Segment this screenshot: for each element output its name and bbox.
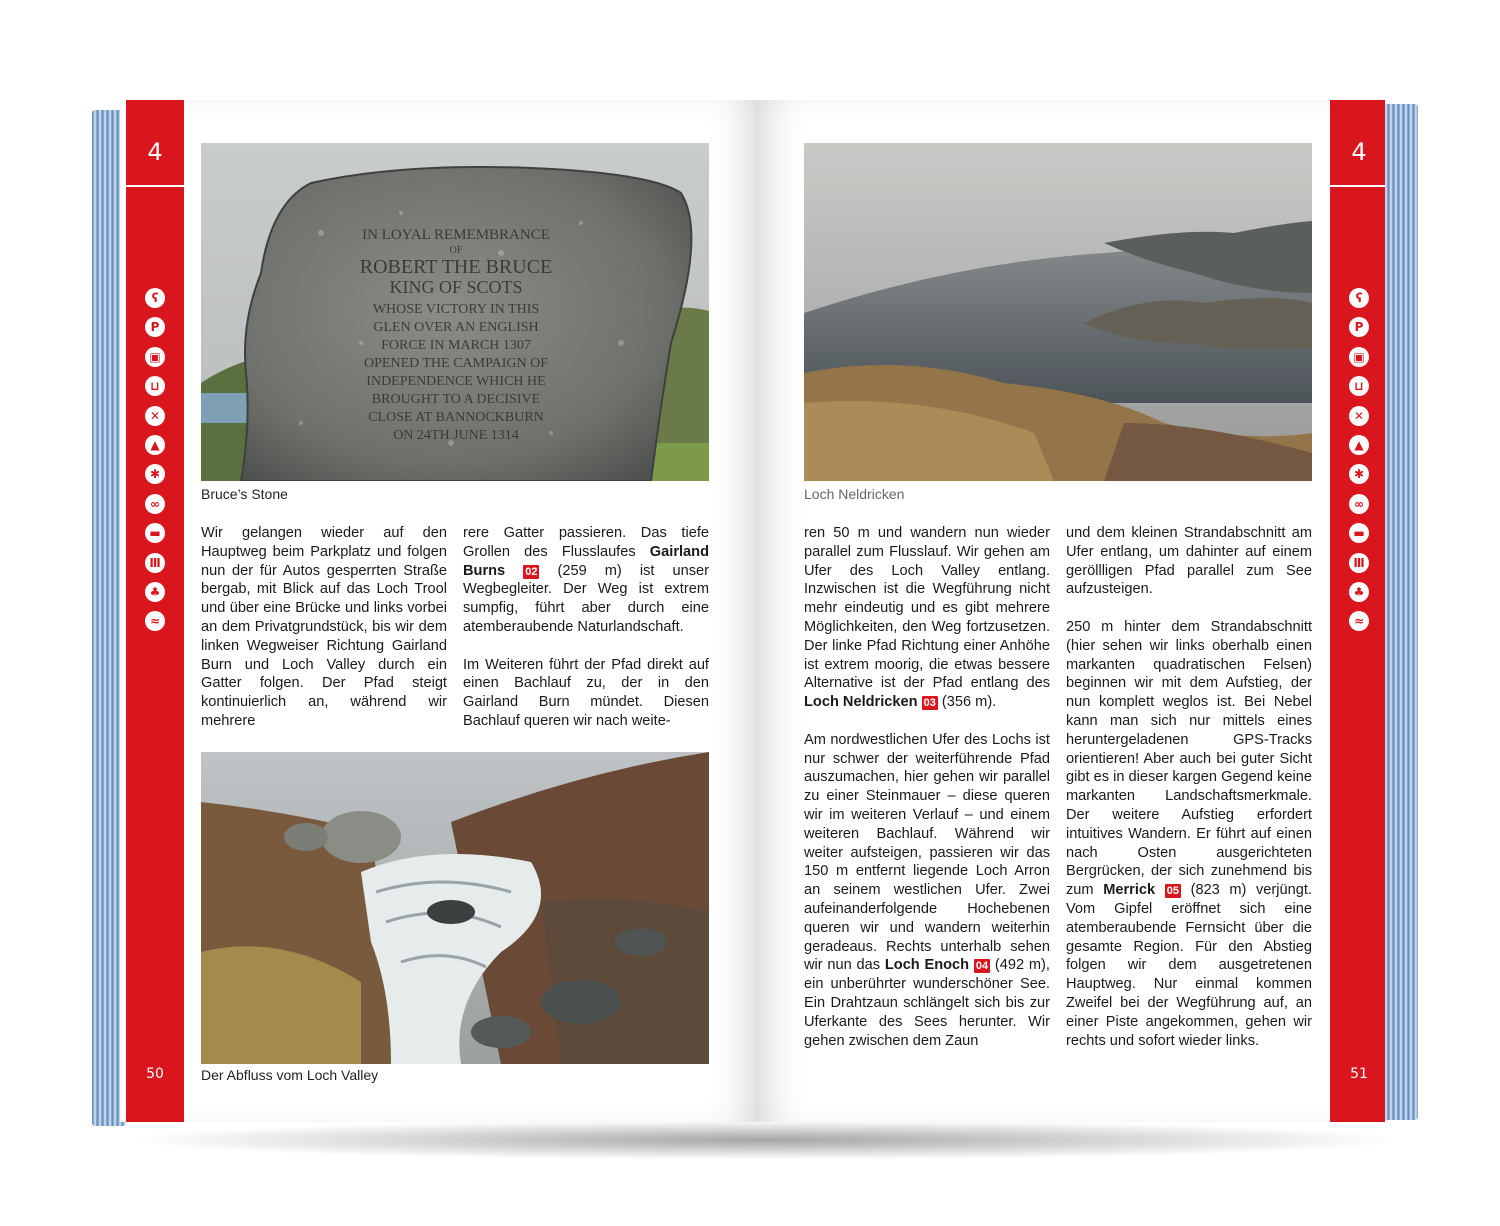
paragraph xyxy=(463,524,709,637)
snowflake-icon: ✱ xyxy=(1349,464,1369,484)
right-page xyxy=(755,100,1385,1122)
basket-icon: ⊔ xyxy=(145,376,165,396)
inscription-line: OPENED THE CAMPAIGN OF xyxy=(364,356,548,371)
paragraph xyxy=(804,524,1050,712)
chapter-rule xyxy=(126,185,184,187)
feature-icons xyxy=(143,288,167,641)
restaurant-icon: ✕ xyxy=(1349,406,1369,426)
bus-icon: ▣ xyxy=(145,347,165,367)
loch-valley-outflow-photo xyxy=(201,752,709,1064)
text-run: rere Gatter passieren. Das tiefe Grollen des Flusslaufes xyxy=(463,525,709,560)
text-run: Am nordwestlichen Ufer des Lochs ist nur schwer der weiterführende Pfad auszumachen, hier gehen wir parallel zu einer Steinmauer – diese queren wir im weiteren Verlauf – und einem weiteren Bachlauf. Während wir weiter aufsteigen, passieren wir das 150 m entfernt liegende Loch Arron an seinem westlichen Ufer. Zwei aufeinanderfolgende Hochebenen queren wir und wandern weiterhin geradeaus. Rechts unterhalb sehen wir nun das xyxy=(804,731,1050,974)
inscription-line: BROUGHT TO A DECISIVE xyxy=(371,392,541,407)
swimming-icon: ≈ xyxy=(145,611,165,631)
page-number-right: 51 xyxy=(1350,1066,1368,1082)
inscription-line: ON 24TH JUNE 1314 xyxy=(393,428,519,443)
inscription-line: INDEPENDENCE WHICH HE xyxy=(366,374,546,389)
text-run: (823 m) verjüngt. Vom Gipfel eröffnet sich eine atemberaubende Fernsicht über die gesamte Region. Für den Abstieg folgen wir dem ausgetretenen Hauptweg. Nur einmal kommen Zweifel bei der Wegführung auf, an einer Piste angekommen, gehen wir rechts und sofort wieder links. xyxy=(1066,882,1312,1049)
inscription-line: CLOSE AT BANNOCKBURN xyxy=(368,410,544,425)
photo-caption: Der Abfluss vom Loch Valley xyxy=(201,1067,379,1083)
bear-icon: ʕ xyxy=(145,288,165,308)
text-column-2 xyxy=(1066,524,1312,1050)
chapter-rule xyxy=(1330,185,1385,187)
basket-icon: ⊔ xyxy=(1349,376,1369,396)
paragraph xyxy=(804,731,1050,1051)
paragraph xyxy=(1066,618,1312,1050)
place-name: Merrick xyxy=(1103,882,1156,899)
waypoint-marker: 03 xyxy=(923,697,936,710)
photo-caption: Bruce’s Stone xyxy=(201,486,288,502)
chapter-number: 4 xyxy=(1351,138,1367,166)
chapter-number: 4 xyxy=(147,138,163,166)
waypoint-marker: 04 xyxy=(975,960,989,973)
page-number-left: 50 xyxy=(146,1066,164,1082)
bed-icon: ▬ xyxy=(1349,523,1369,543)
museum-icon: Ⅲ xyxy=(1349,553,1369,573)
feature-icons xyxy=(1347,288,1371,641)
place-name: Gairland Burns xyxy=(463,543,709,579)
tree-icon: ♣ xyxy=(1349,582,1369,602)
loch-neldricken-photo xyxy=(804,143,1312,481)
bear-icon: ʕ xyxy=(1349,288,1369,308)
text-run: (492 m), ein unberührter wunderschöner See. Ein Drahtzaun schlängelt sich bis zur Uferkante des Sees herunter. Wir gehen zwischen dem Zaun xyxy=(804,957,1050,1049)
restaurant-icon: ✕ xyxy=(145,406,165,426)
text-run: ren 50 m und wandern nun wieder parallel zum Flusslauf. Wir gehen am Ufer des Loch Valley entlang. Inzwischen ist die Wegführung nicht mehr eindeutig und es gibt mehrere Möglichkeiten, den Weg fortzusetzen. Der linke Pfad Richtung einer Anhöhe ist extrem moorig, die etwas bessere Alternative ist der Pfad entlang des xyxy=(804,525,1050,692)
waypoint-marker: 02 xyxy=(525,565,538,578)
text-run: 250 m hinter dem Strandabschnitt (hier sehen wir links oberhalb einen markanten quadratischen Felsen) beginnen wir mit dem Aufstieg, der nun komplett weglos ist. Bei Nebel kann man sich nur mittels eines heruntergeladenen GPS-Tracks orientieren! Aber auch bei guter Sicht gibt es in dieser kargen Gegend keine markanten Landschaftsmerkmale. Der weitere Aufstieg erfordert intuitives Wandern. Er führt auf einen nach Osten ausgerichteten Bergrücken, der sich zunehmend bis zum xyxy=(1066,618,1312,899)
inscription-line: IN LOYAL REMEMBRANCE xyxy=(362,227,550,243)
parking-icon: P xyxy=(1349,317,1369,337)
mountain-icon: ▲ xyxy=(1349,435,1369,455)
left-page xyxy=(120,100,760,1122)
paragraph: und dem kleinen Strandabschnitt am Ufer entlang, um dahinter auf einem geröllligen Pfad parallel zum See aufzusteigen. xyxy=(1066,525,1312,598)
bed-icon: ▬ xyxy=(145,523,165,543)
inscription-line: ROBERT THE BRUCE xyxy=(359,256,553,278)
paragraph: Wir gelangen wieder auf den Hauptweg beim Parkplatz und folgen nun der für Autos gesperrten Straße bergab, mit Blick auf das Loch Trool und über eine Brücke und links vorbei an dem Privatgrundstück, bis wir dem linken Wegweiser Richtung Gairland Burn und Loch Valley durch ein Gatter folgen. Der Pfad steigt kontinuierlich an, während wir mehrere xyxy=(201,525,447,729)
tree-icon: ♣ xyxy=(145,582,165,602)
bicycle-icon: ∞ xyxy=(145,494,165,514)
mountain-icon: ▲ xyxy=(145,435,165,455)
inscription-line: WHOSE VICTORY IN THIS xyxy=(372,302,540,317)
inscription-line: FORCE IN MARCH 1307 xyxy=(381,338,531,353)
text-column-1 xyxy=(201,524,447,731)
paragraph: Im Weiteren führt der Pfad direkt auf einen Bachlauf zu, der in den Gairland Burn mündet. Diesen Bachlauf queren wir nach weite- xyxy=(463,656,709,729)
text-run: (356 m). xyxy=(941,694,997,711)
bicycle-icon: ∞ xyxy=(1349,494,1369,514)
swimming-icon: ≈ xyxy=(1349,611,1369,631)
book-shadow xyxy=(120,1120,1410,1160)
parking-icon: P xyxy=(145,317,165,337)
place-name: Loch Enoch xyxy=(884,957,970,974)
text-column-2 xyxy=(463,524,709,731)
text-column-1 xyxy=(804,524,1050,1050)
snowflake-icon: ✱ xyxy=(145,464,165,484)
place-name: Loch Neldricken xyxy=(804,694,918,711)
chapter-sidebar-right xyxy=(1330,100,1385,1122)
chapter-sidebar-left xyxy=(126,100,184,1122)
photo-caption: Loch Neldricken xyxy=(804,486,905,502)
inscription-line: OF xyxy=(449,245,463,256)
text-run: (259 m) ist unser Wegbegleiter. Der Weg ist extrem sumpfig, führt aber durch eine atemberaubende Naturlandschaft. xyxy=(463,562,709,635)
page-edges-right xyxy=(1384,104,1418,1120)
bruces-stone-photo xyxy=(201,143,709,481)
bus-icon: ▣ xyxy=(1349,347,1369,367)
waypoint-marker: 05 xyxy=(1166,885,1179,898)
inscription-line: GLEN OVER AN ENGLISH xyxy=(373,320,539,335)
inscription-line: KING OF SCOTS xyxy=(389,277,523,297)
museum-icon: Ⅲ xyxy=(145,553,165,573)
